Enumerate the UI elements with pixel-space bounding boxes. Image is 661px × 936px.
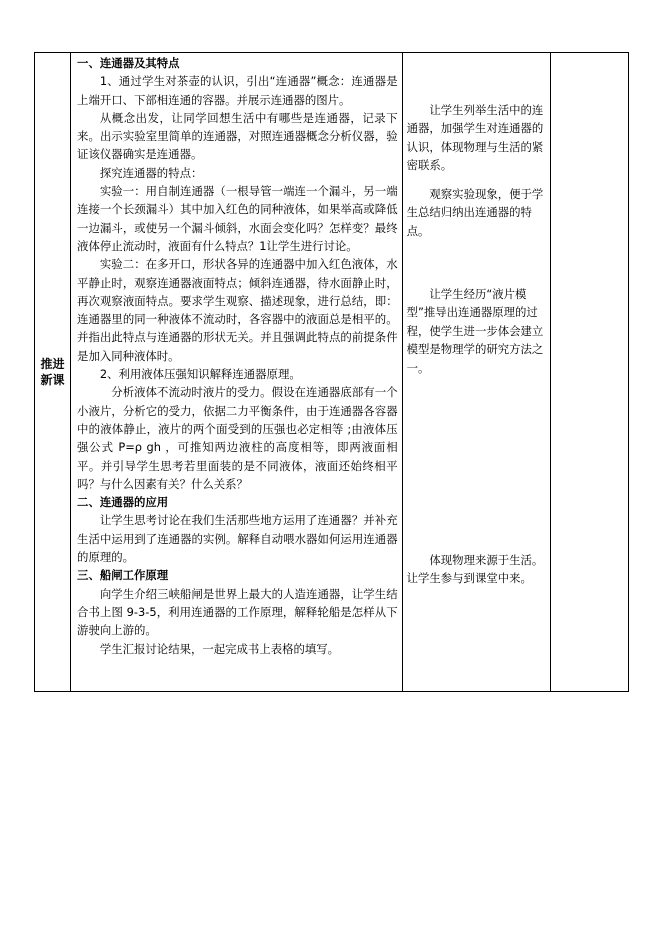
design-intent-cell [402, 53, 550, 692]
row-label: 推进新课 [40, 357, 65, 387]
section-heading-2: 二、连通器的应用 [77, 495, 169, 510]
empty-cell [550, 53, 628, 692]
section-heading-3: 三、船闸工作原理 [77, 568, 169, 583]
intent-note-3: 让学生经历“液片模型”推导出连通器原理的过程，使学生进一步体会建立模型是物理学的研究方法之一。 [406, 287, 544, 375]
paragraph-experiment-1: 实验一：用自制连通器（一根导管一端连一个漏斗，另一端连接一个长颈漏斗）其中加入红色的同种液体，如果举高或降低一边漏斗，或使另一个漏斗倾斜，水面会变化吗？怎样变？最终液体停止流动时，液面有什么特点？1让学生进行讨论。 [77, 184, 398, 253]
table-row [35, 53, 629, 692]
row-label-cell [35, 53, 71, 692]
intent-note-2: 观察实验现象，便于学生总结归纳出连通器的特点。 [406, 187, 544, 238]
section-heading-1: 一、连通器及其特点 [77, 56, 180, 70]
intent-note-4: 体现物理来源于生活。让学生参与到课堂中来。 [406, 553, 544, 586]
teaching-content-cell [71, 53, 403, 692]
paragraph-principle: 2、利用液体压强知识解释连通器原理。 [99, 367, 301, 382]
paragraph-applications: 让学生思考讨论在我们生活那些地方运用了连通器？并补充生活中运用到了连通器的实例。解释自动喂水器如何运用连通器的原理的。 [77, 513, 398, 565]
paragraph-analysis: 分析液体不流动时液片的受力。假设在连通器底部有一个小液片，分析它的受力，依据二力平衡条件，由于连通器各容器中的液体静止，液片的两个面受到的压强也必定相等 ;由液体压强公式 P=ρ gh ，可推知两边液柱的高度相等，即两液面相平。并引导学生思考若里面装的是不同液体，液面还始终相平吗？与什么因素有关？什么关系？ [77, 385, 398, 491]
paragraph-experiment-2: 实验二：在多开口，形状各异的连通器中加入红色液体，水平静止时，观察连通器液面特点；倾斜连通器，待水面静止时，再次观察液面特点。要求学生观察、描述现象，进行总结，即：连通器里的同一种液体不流动时，各容器中的液面总是相平的。并指出此特点与连通器的形状无关。并且强调此特点的前提条件是加入同种液体时。 [77, 257, 398, 363]
paragraph-examples: 从概念出发，让同学回想生活中有哪些是连通器，记录下来。出示实验室里简单的连通器，对照连通器概念分析仪器，验证该仪器确实是连通器。 [77, 110, 398, 162]
paragraph-report: 学生汇报讨论结果，一起完成书上表格的填写。 [99, 641, 340, 656]
lesson-plan-table [34, 52, 629, 692]
paragraph-explore: 探究连通器的特点： [99, 165, 203, 180]
intent-note-1: 让学生列举生活中的连通器，加强学生对连通器的认识，体现物理与生活的紧密联系。 [406, 103, 544, 173]
paragraph-concept: 1、通过学生对茶壶的认识，引出“连通器”概念：连通器是上端开口、下部相连通的容器。并展示连通器的图片。 [77, 74, 398, 107]
paragraph-ship-lock: 向学生介绍三峡船闸是世界上最大的人造连通器，让学生结合书上图 9-3-5，利用连通器的工作原理，解释轮船是怎样从下游驶向上游的。 [77, 586, 398, 638]
